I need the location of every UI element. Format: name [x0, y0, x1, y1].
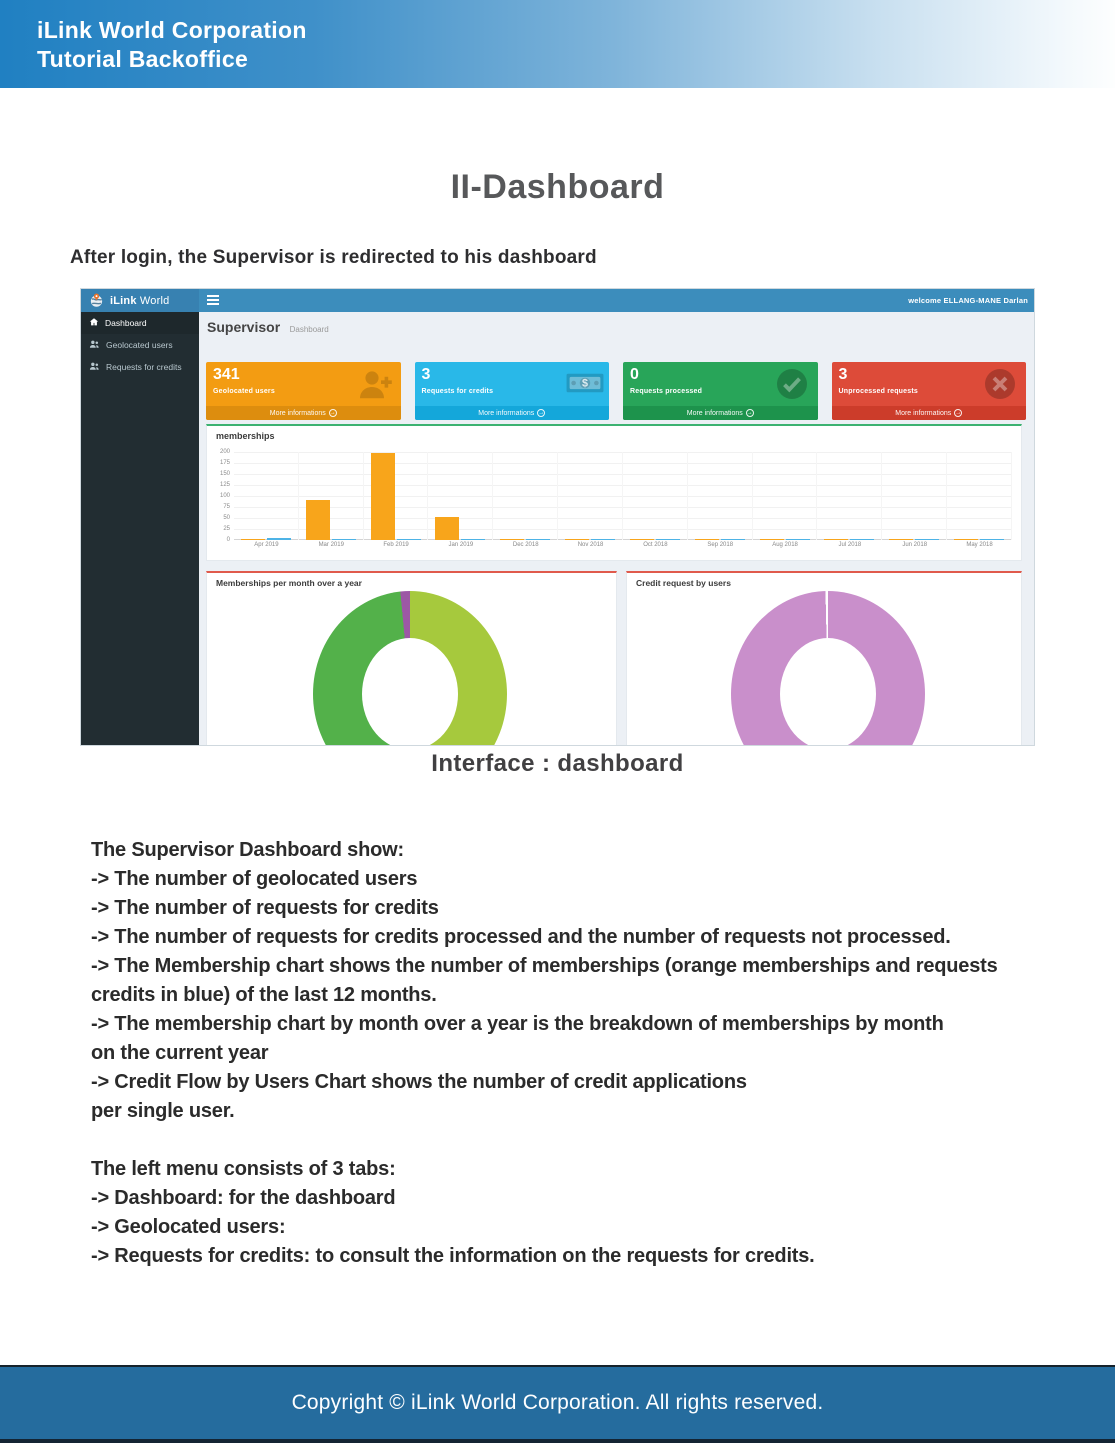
requests-credits-bar[interactable] — [397, 539, 421, 540]
chart-column-mar-2019 — [299, 452, 364, 540]
sidebar-item-label: Requests for credits — [106, 362, 182, 372]
y-tick-label: 0 — [226, 537, 230, 543]
requests-credits-bar[interactable] — [461, 539, 485, 540]
memberships-chart-title: memberships — [216, 431, 275, 441]
stat-value: 3 — [421, 366, 431, 383]
body-line: on the current year — [91, 1042, 269, 1064]
body-line: -> Requests for credits: to consult the information on the requests for credits. — [91, 1245, 815, 1267]
circle-arrow-icon: → — [746, 410, 753, 416]
x-circle-icon — [982, 366, 1018, 402]
app-topbar — [81, 289, 1035, 312]
donut-ring — [313, 591, 507, 746]
memberships-bar[interactable] — [954, 539, 978, 540]
y-tick-label: 75 — [223, 504, 230, 510]
body-line: -> Credit Flow by Users Chart shows the number of credit applications — [91, 1071, 747, 1093]
body-line: The left menu consists of 3 tabs: — [91, 1158, 396, 1180]
y-tick-label: 100 — [219, 493, 230, 499]
more-informations-link[interactable] — [623, 406, 818, 420]
x-tick-label: Mar 2019 — [318, 542, 344, 548]
memberships-bar[interactable] — [435, 517, 459, 540]
app-content — [199, 312, 1035, 746]
sidebar-item-requests-for-credits[interactable] — [81, 356, 199, 378]
more-informations-label: More informations — [269, 409, 326, 417]
stat-label: Requests processed — [630, 388, 703, 395]
more-informations-label: More informations — [895, 409, 952, 417]
y-tick-label: 200 — [219, 449, 230, 455]
more-informations-link[interactable] — [832, 406, 1027, 420]
stat-value: 341 — [213, 366, 240, 383]
memberships-bar[interactable] — [306, 500, 330, 540]
memberships-bar[interactable] — [500, 539, 524, 540]
requests-credits-bar[interactable] — [267, 538, 291, 540]
document-header-banner — [0, 0, 1115, 88]
brand-name: iLink World — [110, 294, 170, 307]
requests-credits-bar[interactable] — [721, 539, 745, 540]
more-informations-label: More informations — [478, 409, 535, 417]
sidebar-item-geolocated-users[interactable] — [81, 334, 199, 356]
y-tick-label: 50 — [223, 515, 230, 521]
globe-pin-icon — [89, 293, 104, 308]
body-line: per single user. — [91, 1100, 235, 1122]
donut-ring — [731, 591, 925, 746]
header-company-name: iLink World Corporation — [37, 17, 307, 43]
sidebar-item-label: Dashboard — [105, 318, 147, 328]
memberships-donut-panel — [206, 571, 617, 746]
body-line: -> Dashboard: for the dashboard — [91, 1187, 396, 1209]
requests-credits-bar[interactable] — [656, 539, 680, 540]
y-tick-label: 150 — [219, 471, 230, 477]
requests-credits-bar[interactable] — [915, 539, 939, 540]
memberships-chart-panel — [206, 424, 1022, 561]
body-line: -> The number of requests for credits — [91, 897, 439, 919]
stat-value: 3 — [838, 366, 848, 383]
chart-column-apr-2019 — [234, 452, 299, 540]
chart-column-jul-2018 — [817, 452, 882, 540]
body-line: The Supervisor Dashboard show: — [91, 839, 404, 861]
body-line: -> The number of geolocated users — [91, 868, 418, 890]
memberships-bar[interactable] — [241, 539, 265, 540]
body-line: -> The number of requests for credits processed and the number of requests not processed. — [91, 926, 951, 948]
hamburger-menu-icon[interactable] — [207, 295, 219, 307]
copyright-text: Copyright © iLink World Corporation. All rights reserved. — [291, 1391, 824, 1414]
money-icon — [565, 366, 601, 402]
chart-column-nov-2018 — [558, 452, 623, 540]
requests-credits-bar[interactable] — [526, 539, 550, 540]
y-axis — [216, 449, 232, 543]
memberships-bar[interactable] — [630, 539, 654, 540]
x-tick-label: Oct 2018 — [643, 542, 668, 548]
body-line — [91, 1126, 1081, 1155]
svg-text:$: $ — [582, 377, 588, 390]
stat-card-unprocessed-requests — [832, 362, 1027, 420]
chart-column-oct-2018 — [623, 452, 688, 540]
stat-label: Geolocated users — [213, 388, 275, 395]
stat-card-requests-processed — [623, 362, 818, 420]
x-tick-label: Aug 2018 — [772, 542, 798, 548]
sidebar-item-label: Geolocated users — [106, 340, 173, 350]
donut-hole — [362, 638, 458, 746]
more-informations-link[interactable] — [206, 406, 401, 420]
stat-label: Requests for credits — [421, 388, 494, 395]
page-heading — [199, 312, 1035, 337]
user-plus-icon — [357, 366, 393, 402]
home-icon — [89, 317, 99, 329]
memberships-donut-title: Memberships per month over a year — [216, 578, 362, 588]
page-title: Supervisor — [207, 319, 281, 335]
chart-column-aug-2018 — [753, 452, 818, 540]
credit-request-donut-title: Credit request by users — [636, 578, 731, 588]
stat-label: Unprocessed requests — [838, 388, 918, 395]
app-sidebar — [81, 312, 199, 746]
stat-card-requests-for-credits — [415, 362, 610, 420]
credit-request-donut-panel — [626, 571, 1022, 746]
chart-column-jan-2019 — [428, 452, 493, 540]
y-tick-label: 125 — [219, 482, 230, 488]
document-footer — [0, 1365, 1115, 1443]
x-tick-label: Feb 2019 — [383, 542, 409, 548]
memberships-donut-chart — [207, 591, 616, 746]
memberships-bar[interactable] — [889, 539, 913, 540]
chart-column-jun-2018 — [882, 452, 947, 540]
stat-cards-row — [206, 362, 1026, 420]
memberships-bar[interactable] — [695, 539, 719, 540]
stat-card-geolocated-users — [206, 362, 401, 420]
memberships-bar[interactable] — [760, 539, 784, 540]
body-line: -> Geolocated users: — [91, 1216, 286, 1238]
circle-arrow-icon: → — [329, 410, 336, 416]
app-logo[interactable] — [81, 289, 199, 312]
donut-hole — [780, 638, 876, 746]
chart-column-may-2018 — [947, 452, 1012, 540]
intro-text: After login, the Supervisor is redirected to his dashboard — [70, 247, 597, 268]
credit-request-donut-chart — [627, 591, 1021, 746]
memberships-bar[interactable] — [371, 453, 395, 540]
header-doc-name: Tutorial Backoffice — [37, 46, 249, 72]
sidebar-item-dashboard[interactable] — [81, 312, 199, 334]
circle-arrow-icon: → — [955, 410, 962, 416]
chart-column-sep-2018 — [688, 452, 753, 540]
body-line: -> The membership chart by month over a year is the breakdown of memberships by month — [91, 1013, 944, 1035]
requests-credits-bar[interactable] — [980, 539, 1004, 540]
body-line: credits in blue) of the last 12 months. — [91, 984, 437, 1006]
x-tick-label: Jul 2018 — [838, 542, 862, 548]
circle-arrow-icon: → — [538, 410, 545, 416]
x-tick-label: Nov 2018 — [577, 542, 604, 548]
more-informations-link[interactable] — [415, 406, 610, 420]
x-tick-label: May 2018 — [966, 542, 993, 548]
x-tick-label: Jan 2019 — [448, 542, 474, 548]
requests-credits-bar[interactable] — [591, 539, 615, 540]
screenshot-caption: Interface : dashboard — [431, 750, 684, 777]
chart-column-dec-2018 — [493, 452, 558, 540]
requests-credits-bar[interactable] — [332, 539, 356, 540]
chart-column-feb-2019 — [364, 452, 429, 540]
page-subtitle: Dashboard — [289, 325, 329, 334]
y-tick-label: 175 — [219, 460, 230, 466]
y-tick-label: 25 — [223, 526, 230, 532]
x-tick-label: Jun 2018 — [902, 542, 928, 548]
body-text — [91, 836, 1081, 1271]
memberships-bar[interactable] — [824, 539, 848, 540]
memberships-bar[interactable] — [565, 539, 589, 540]
x-axis-labels — [234, 542, 1012, 548]
x-tick-label: Dec 2018 — [512, 542, 539, 548]
more-informations-label: More informations — [686, 409, 743, 417]
welcome-user-text: welcome ELLANG-MANE Darlan — [908, 296, 1028, 305]
body-line: -> The Membership chart shows the number of memberships (orange memberships and requests — [91, 955, 998, 977]
requests-credits-bar[interactable] — [850, 539, 874, 540]
requests-credits-bar[interactable] — [786, 539, 810, 540]
dashboard-screenshot — [80, 288, 1035, 746]
x-tick-label: Sep 2018 — [707, 542, 734, 548]
check-circle-icon — [774, 366, 810, 402]
stat-value: 0 — [630, 366, 639, 383]
users-icon — [89, 361, 100, 373]
users-icon — [89, 339, 100, 351]
memberships-bar-chart — [216, 449, 1012, 556]
x-tick-label: Apr 2019 — [254, 542, 279, 548]
section-title: II-Dashboard — [450, 168, 665, 206]
